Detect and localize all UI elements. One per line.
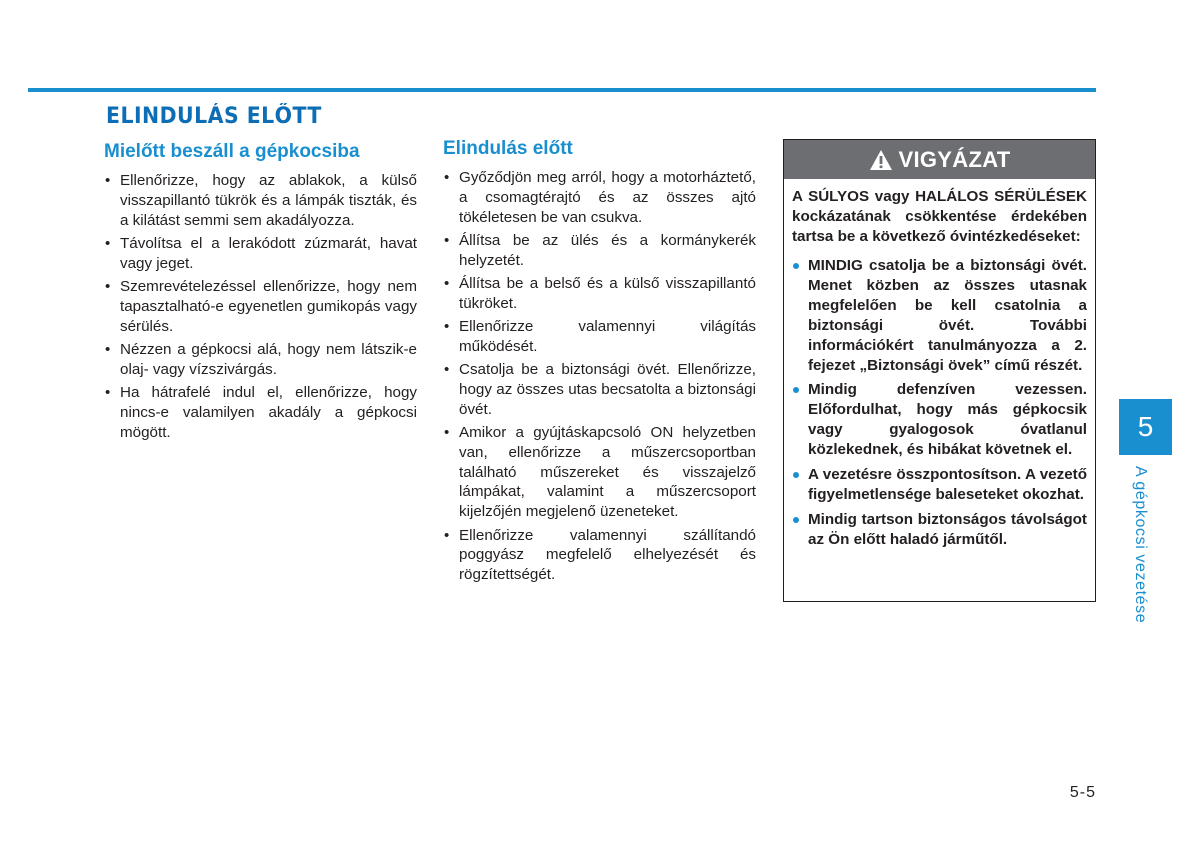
- left-column-heading: Mielőtt beszáll a gépkocsiba: [104, 141, 360, 162]
- list-item: • Állítsa be az ülés és a kormánykerék helyzetét.: [443, 231, 756, 271]
- chapter-tab: 5: [1119, 399, 1172, 455]
- list-item: • Állítsa be a belső és a külső visszapillantó tükröket.: [443, 274, 756, 314]
- warning-body: [784, 179, 1095, 550]
- middle-column: [443, 137, 756, 588]
- warning-list: [792, 256, 1087, 550]
- list-item: • Szemrevételezéssel ellenőrizze, hogy nem tapasztalható-e egyenetlen gumikopás vagy sérülés.: [104, 277, 417, 336]
- warning-title: VIGYÁZAT: [898, 146, 1011, 172]
- list-item: • Távolítsa el a lerakódott zúzmarát, havat vagy jeget.: [104, 234, 417, 274]
- list-item: • Amikor a gyújtáskapcsoló ON helyzetben van, ellenőrizze a műszercsoportban található műszereket és visszajelző lámpákat, valamint a műszercsoport kijelzőjén megjelenő üzeneteket.: [443, 423, 756, 522]
- warning-intro: A SÚLYOS vagy HALÁLOS SÉRÜLÉSEK kockázatának csökkentése érdekében tartsa be a következő óvintézkedéseket:: [792, 188, 1087, 245]
- warning-item: MINDIG csatolja be a biztonsági övét. Menet közben az összes utasnak megfelelően be kell csatolnia a biztonsági övét. További információkért tanulmányozza a 2. fejezet „Biztonsági övek” című részét.: [792, 256, 1087, 375]
- chapter-title: A gépkocsi vezetése: [1132, 466, 1149, 624]
- left-column: [104, 140, 417, 446]
- warning-header: [784, 140, 1095, 179]
- warning-item: Mindig tartson biztonságos távolságot az Ön előtt haladó járműtől.: [792, 510, 1087, 550]
- middle-column-heading: Elindulás előtt: [443, 138, 573, 159]
- list-item: • Ellenőrizze, hogy az ablakok, a külső visszapillantó tükrök és a lámpák tiszták, és a kilátást semmi sem akadályozza.: [104, 171, 417, 230]
- section-title: ELINDULÁS ELŐTT: [106, 104, 322, 129]
- warning-box: [783, 139, 1096, 602]
- top-rule: [28, 88, 1096, 92]
- warning-item: Mindig defenzíven vezessen. Előfordulhat, hogy más gépkocsik vagy gyalogosok óvatlanul közlekednek, és hibákat követnek el.: [792, 380, 1087, 460]
- list-item: • Ellenőrizze valamennyi világítás működését.: [443, 317, 756, 357]
- left-column-list: [104, 171, 417, 442]
- list-item: • Ellenőrizze valamennyi szállítandó poggyász megfelelő elhelyezését és rögzítettségét.: [443, 526, 756, 585]
- list-item: • Ha hátrafelé indul el, ellenőrizze, hogy nincs-e valamilyen akadály a gépkocsi mögött.: [104, 383, 417, 442]
- warning-triangle-icon: [869, 149, 893, 171]
- list-item: • Csatolja be a biztonsági övét. Ellenőrizze, hogy az összes utas becsatolta a biztonsági övét.: [443, 360, 756, 419]
- list-item: • Nézzen a gépkocsi alá, hogy nem látszik-e olaj- vagy vízszivárgás.: [104, 340, 417, 380]
- middle-column-list: [443, 168, 756, 585]
- list-item: • Győződjön meg arról, hogy a motorháztető, a csomagtérajtó és az összes ajtó tökéletesen be van csukva.: [443, 168, 756, 227]
- page-number: 5-5: [1069, 784, 1096, 801]
- warning-item: A vezetésre összpontosítson. A vezető figyelmetlensége baleseteket okozhat.: [792, 465, 1087, 505]
